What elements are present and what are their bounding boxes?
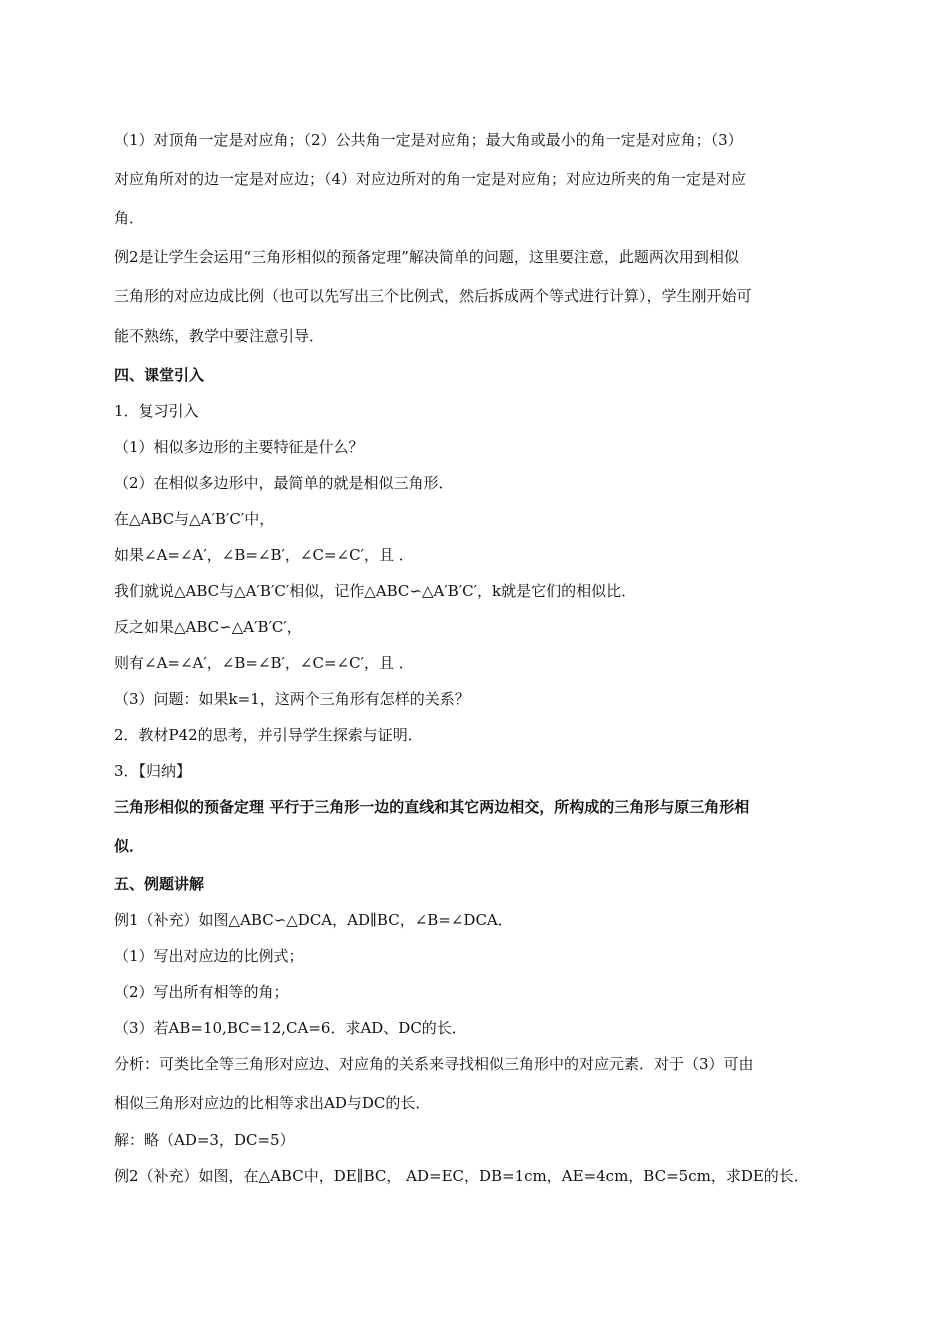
text-line-2: 对应角所对的边一定是对应边；（4）对应边所对的角一定是对应角；对应边所夹的角一定是对应 (114, 170, 747, 188)
text-line-27: 相似三角形对应边的比相等求出AD与DC的长． (114, 1094, 431, 1112)
text-line-12: 如果∠A=∠A′，∠B=∠B′，∠C=∠C′，且 ． (114, 546, 414, 564)
text-line-9: （1）相似多边形的主要特征是什么？ (114, 438, 364, 456)
text-line-1: （1）对顶角一定是对应角；（2）公共角一定是对应角；最大角或最小的角一定是对应角；（3） (114, 131, 743, 149)
text-line-3: 角． (114, 209, 145, 227)
section-heading-5: 五、例题讲解 (114, 875, 205, 893)
text-line-8: 1．复习引入 (114, 402, 199, 420)
text-line-26: 分析：可类比全等三角形对应边、对应角的关系来寻找相似三角形中的对应元素．对于（3）可由 (114, 1055, 754, 1073)
text-line-16: （3）问题：如果k=1，这两个三角形有怎样的关系？ (114, 690, 470, 708)
theorem-line-2: 似． (114, 837, 145, 855)
text-line-11: 在△ABC与△A′B′C′中， (114, 510, 275, 528)
text-line-23: （1）写出对应边的比例式； (114, 947, 304, 965)
text-line-15: 则有∠A=∠A′，∠B=∠B′，∠C=∠C′，且 ． (114, 654, 414, 672)
text-line-22: 例1（补充）如图△ABC∽△DCA，AD∥BC，∠B=∠DCA． (114, 911, 513, 929)
text-line-4: 例2是让学生会运用“三角形相似的预备定理”解决简单的问题，这里要注意，此题两次用到相似 (114, 248, 739, 266)
text-line-6: 能不熟练，教学中要注意引导． (114, 327, 325, 345)
text-line-14: 反之如果△ABC∽△A′B′C′， (114, 618, 302, 636)
text-line-25: （3）若AB=10,BC=12,CA=6．求AD、DC的长． (114, 1019, 467, 1037)
text-line-10: （2）在相似多边形中，最简单的就是相似三角形． (114, 474, 454, 492)
text-line-13: 我们就说△ABC与△A′B′C′相似，记作△ABC∽△A′B′C′，k就是它们的相似比． (114, 582, 637, 600)
theorem-line-1: 三角形相似的预备定理 平行于三角形一边的直线和其它两边相交，所构成的三角形与原三角形相 (114, 798, 750, 816)
section-heading-4: 四、课堂引入 (114, 366, 205, 384)
text-line-29: 例2（补充）如图，在△ABC中，DE∥BC， AD=EC，DB=1cm，AE=4cm，BC=5cm，求DE的长． (114, 1167, 809, 1185)
text-line-5: 三角形的对应边成比例（也可以先写出三个比例式，然后拆成两个等式进行计算），学生刚开始可 (114, 287, 752, 305)
text-line-17: 2．教材P42的思考，并引导学生探索与证明． (114, 726, 423, 744)
text-line-24: （2）写出所有相等的角； (114, 983, 289, 1001)
text-line-28: 解：略（AD=3，DC=5） (114, 1131, 295, 1149)
text-line-18: 3．【归纳】 (114, 762, 192, 780)
